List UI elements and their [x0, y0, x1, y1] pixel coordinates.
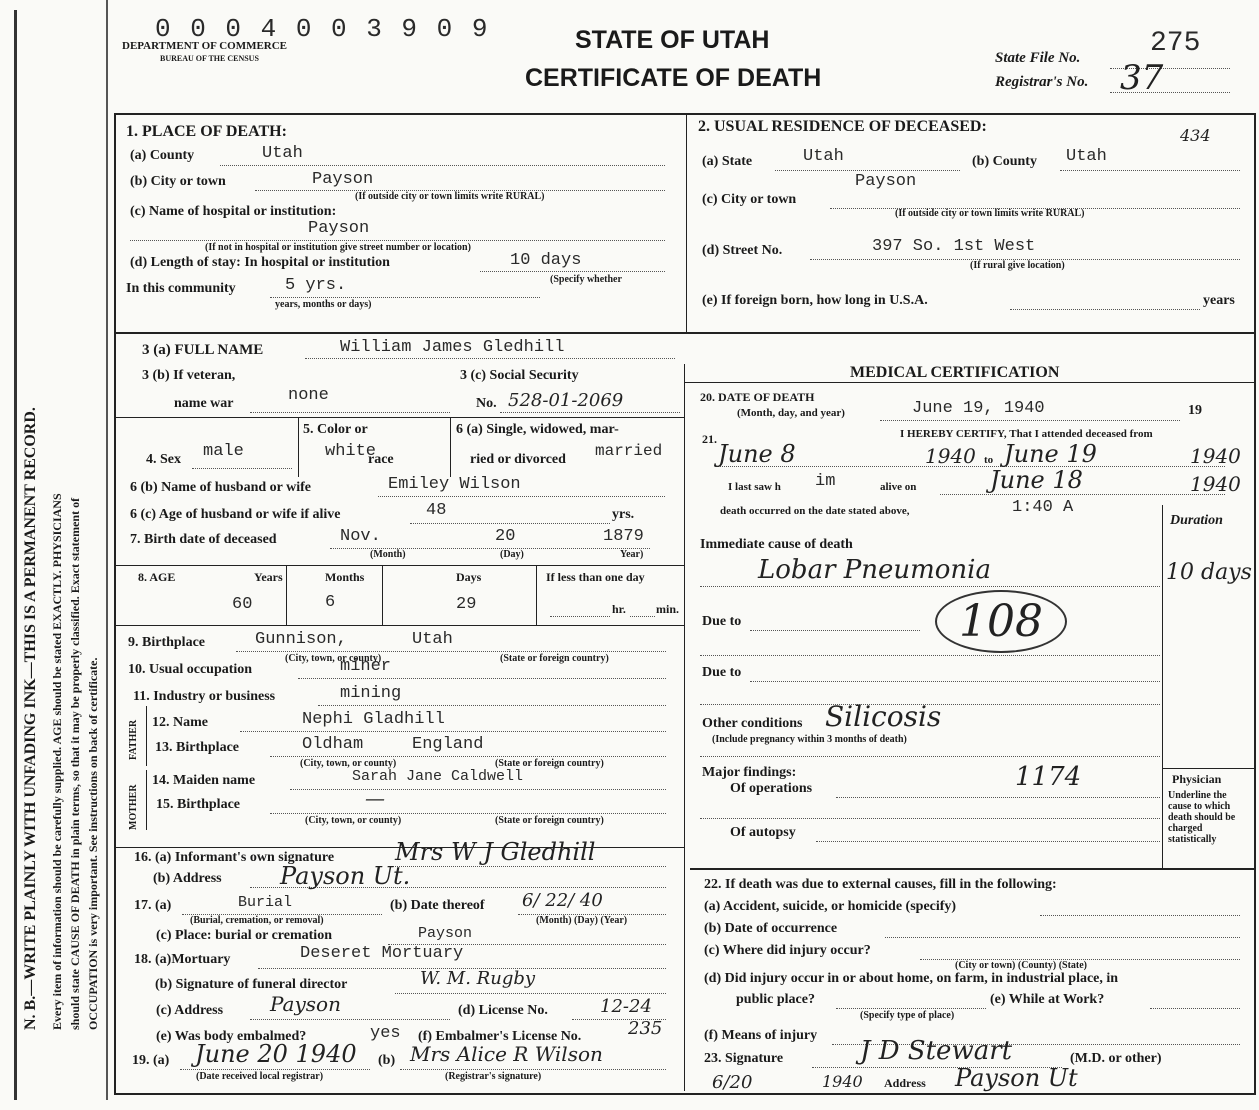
attended-from-year: 1940	[925, 444, 976, 468]
medical-heading: MEDICAL CERTIFICATION	[850, 364, 1060, 381]
certify-number: 21.	[702, 432, 717, 446]
race-label: race	[368, 452, 394, 467]
due-to-label-2: Due to	[702, 665, 742, 680]
marital-label-2: ried or divorced	[470, 452, 566, 467]
hospital-label: (c) Name of hospital or institution:	[130, 204, 337, 219]
birthplace-state-value: Utah	[412, 630, 453, 649]
informant-address: Payson Ut.	[280, 862, 411, 890]
father-name-label: 12. Name	[152, 715, 208, 730]
father-birthplace-country: England	[412, 735, 484, 754]
sex-value: male	[203, 442, 244, 461]
birth-month-note: (Month)	[370, 549, 406, 560]
external-e-label: (e) While at Work?	[990, 992, 1105, 1007]
community-value: 5 yrs.	[285, 276, 347, 295]
immediate-cause-duration: 10 days	[1166, 560, 1252, 585]
mother-side-label: MOTHER	[128, 784, 139, 830]
residence-city-label: (c) City or town	[702, 192, 797, 207]
full-name-label: 3 (a) FULL NAME	[142, 342, 264, 358]
external-b-label: (b) Date of occurrence	[704, 921, 838, 936]
certificate-title: CERTIFICATE OF DEATH	[525, 64, 822, 92]
spouse-age-value: 48	[426, 501, 447, 520]
embalmer-license-label: (f) Embalmer's License No.	[418, 1029, 582, 1044]
spouse-age-label: 6 (c) Age of husband or wife if alive	[130, 507, 341, 522]
death-city-note: (If outside city or town limits write RURAL)	[355, 191, 545, 202]
external-c-label: (c) Where did injury occur?	[704, 943, 871, 958]
informant-signature: Mrs W J Gledhill	[395, 838, 596, 866]
external-c-note: (City or town) (County) (State)	[955, 960, 1088, 971]
cause-code-circle: 108	[935, 590, 1067, 653]
birthplace-city-note: (City, town, or county)	[285, 653, 382, 664]
disposal-value: Burial	[238, 894, 293, 911]
occupation-label: 10. Usual occupation	[128, 662, 253, 677]
informant-signature-label: 16. (a) Informant's own signature	[134, 850, 335, 865]
external-d-label-2: public place?	[736, 992, 815, 1007]
residence-street-note: (If rural give location)	[970, 260, 1065, 271]
mortuary-label: 18. (a)Mortuary	[134, 952, 231, 967]
hospital-value: Payson	[308, 219, 370, 238]
director-address-label: (c) Address	[156, 1003, 224, 1018]
external-d-label: (d) Did injury occur in or about home, on farm, in industrial place, in	[704, 971, 1119, 986]
alive-on-year: 1940	[1190, 472, 1241, 496]
birth-month-value: Nov.	[340, 527, 381, 546]
mother-name-value: Sarah Jane Caldwell	[352, 768, 524, 785]
certificate-serial: 0 0 0 4 0 0 3 9 0 9	[155, 14, 490, 44]
last-saw-value: im	[815, 472, 836, 491]
operations-label: Of operations	[730, 781, 813, 796]
father-city-note: (City, town, or county)	[300, 758, 397, 769]
industry-value: mining	[340, 684, 402, 703]
side-instruction-2: Every item of information should be carefully supplied. AGE should be stated EXACTLY. PHYSICIANS	[50, 493, 64, 1030]
burial-place-value: Payson	[418, 925, 473, 942]
age-label: 8. AGE	[138, 570, 176, 584]
attended-to-label: to	[984, 454, 994, 466]
birth-year-note: Year)	[620, 549, 644, 560]
death-time-value: 1:40 A	[1012, 498, 1074, 517]
industry-label: 11. Industry or business	[133, 689, 276, 704]
war-value: none	[288, 386, 329, 405]
received-date-label: 19. (a)	[132, 1053, 170, 1068]
father-side-label: FATHER	[128, 719, 139, 760]
registrar-number-label: Registrar's No.	[995, 74, 1089, 90]
residence-heading: 2. USUAL RESIDENCE OF DECEASED:	[698, 118, 987, 135]
mother-birthplace-label: 15. Birthplace	[156, 797, 240, 812]
other-condition-label: Other conditions	[702, 716, 803, 731]
disposal-note: (Burial, cremation, or removal)	[190, 915, 324, 926]
burial-place-label: (c) Place: burial or cremation	[156, 928, 332, 943]
certify-text: I HEREBY CERTIFY, That I attended deceased from	[900, 428, 1153, 440]
birthplace-city-value: Gunnison,	[255, 630, 347, 649]
immediate-cause-label: Immediate cause of death	[700, 537, 853, 552]
war-label: name war	[174, 396, 234, 411]
physician-signature: J D Stewart	[860, 1036, 1013, 1066]
foreign-born-label: (e) If foreign born, how long in U.S.A.	[702, 293, 928, 308]
external-a-label: (a) Accident, suicide, or homicide (specify)	[704, 899, 957, 914]
residence-street-label: (d) Street No.	[702, 243, 783, 258]
residence-state-value: Utah	[803, 147, 844, 166]
state-title: STATE OF UTAH	[575, 26, 770, 54]
department-label: DEPARTMENT OF COMMERCE	[122, 40, 288, 52]
age-hours-label: hr.	[612, 602, 626, 616]
spouse-value: Emiley Wilson	[388, 475, 521, 494]
external-f-label: (f) Means of injury	[704, 1028, 818, 1043]
registrar-signature-label: (b)	[378, 1053, 396, 1068]
hospital-note: (If not in hospital or institution give street number or location)	[205, 242, 471, 253]
state-file-number: 275	[1150, 28, 1201, 59]
veteran-label: 3 (b) If veteran,	[142, 368, 236, 383]
autopsy-label: Of autopsy	[730, 825, 796, 840]
informant-address-label: (b) Address	[153, 871, 222, 886]
residence-city-value: Payson	[855, 172, 917, 191]
physician-signature-label: 23. Signature	[704, 1051, 784, 1066]
duration-label: Duration	[1170, 513, 1223, 528]
age-months-value: 6	[325, 593, 336, 612]
residence-county-label: (b) County	[972, 154, 1037, 169]
residence-state-label: (a) State	[702, 154, 753, 169]
age-days-value: 29	[456, 595, 477, 614]
registrar-number: 37	[1120, 58, 1164, 98]
major-findings-label: Major findings:	[702, 765, 797, 780]
spouse-label: 6 (b) Name of husband or wife	[130, 480, 311, 495]
community-note: years, months or days)	[275, 299, 372, 310]
birth-day-note: (Day)	[500, 549, 524, 560]
physician-note: Underline the cause to which death should be charged statistically	[1168, 790, 1236, 845]
spouse-age-unit: yrs.	[612, 507, 635, 522]
alive-on-date: June 18	[990, 466, 1083, 494]
date-of-death-sublabel: (Month, day, and year)	[737, 407, 845, 419]
social-security-no-label: No.	[476, 396, 497, 411]
mother-state-note: (State or foreign country)	[495, 815, 604, 826]
attended-to-year: 1940	[1190, 444, 1241, 468]
signature-year: 1940	[822, 1072, 863, 1091]
birth-day-value: 20	[495, 527, 516, 546]
age-months-label: Months	[325, 570, 365, 584]
residence-street-value: 397 So. 1st West	[872, 237, 1036, 256]
age-less-day-label: If less than one day	[546, 570, 645, 584]
physician-suffix: (M.D. or other)	[1070, 1051, 1162, 1066]
death-time-label: death occurred on the date stated above,	[720, 505, 910, 517]
father-birthplace-city: Oldham	[302, 735, 364, 754]
birth-date-label: 7. Birth date of deceased	[130, 532, 277, 547]
death-city-value: Payson	[312, 170, 374, 189]
embalmed-value: yes	[370, 1024, 401, 1043]
attended-to-date: June 19	[1004, 440, 1097, 468]
social-security-value: 528-01-2069	[508, 390, 624, 411]
death-county-label: (a) County	[130, 148, 195, 163]
disposal-date-note: (Month) (Day) (Year)	[536, 915, 628, 926]
mortuary-value: Deseret Mortuary	[300, 944, 464, 963]
foreign-born-unit: years	[1203, 293, 1235, 308]
side-instruction-1: N. B.—WRITE PLAINLY WITH UNFADING INK—THIS IS A PERMANENT RECORD.	[22, 407, 39, 1030]
registrar-signature: Mrs Alice R Wilson	[410, 1042, 603, 1066]
received-date-note: (Date received local registrar)	[196, 1071, 324, 1082]
registrar-signature-note: (Registrar's signature)	[445, 1071, 542, 1082]
full-name-value: William James Gledhill	[340, 338, 565, 357]
father-state-note: (State or foreign country)	[495, 758, 604, 769]
external-causes-label: 22. If death was due to external causes, fill in the following:	[704, 877, 1057, 892]
birthplace-state-note: (State or foreign country)	[500, 653, 609, 664]
marital-label-1: 6 (a) Single, widowed, mar-	[456, 422, 619, 437]
mother-birthplace-value: —	[365, 786, 385, 810]
social-security-label: 3 (c) Social Security	[460, 368, 579, 383]
date-of-death-tail: 19	[1188, 403, 1202, 418]
age-days-label: Days	[456, 570, 482, 584]
due-to-label-1: Due to	[702, 614, 742, 629]
disposal-date-value: 6/ 22/ 40	[522, 890, 603, 911]
external-d-note: (Specify type of place)	[860, 1010, 955, 1021]
bureau-label: BUREAU OF THE CENSUS	[160, 54, 259, 63]
operations-code: 1174	[1015, 762, 1082, 792]
disposal-label: 17. (a)	[134, 898, 172, 913]
occupation-value: miner	[340, 657, 392, 676]
license-value: 12-24	[600, 996, 652, 1017]
license-label: (d) License No.	[458, 1003, 548, 1018]
community-label: In this community	[126, 281, 236, 296]
father-birthplace-label: 13. Birthplace	[155, 740, 239, 755]
age-minutes-label: min.	[656, 602, 680, 616]
stay-label: (d) Length of stay: In hospital or institution	[130, 255, 390, 270]
age-years-value: 60	[232, 595, 253, 614]
residence-corner-number: 434	[1180, 126, 1211, 145]
signature-date: 6/20	[712, 1072, 753, 1093]
state-file-label: State File No.	[995, 50, 1081, 66]
embalmer-license-value: 235	[628, 1018, 663, 1039]
other-condition-value: Silicosis	[825, 700, 942, 733]
funeral-director-label: (b) Signature of funeral director	[155, 977, 348, 992]
date-of-death-label: 20. DATE OF DEATH	[700, 390, 815, 404]
signature-address-label: Address	[884, 1076, 926, 1090]
side-instruction-3: should state CAUSE OF DEATH in plain terms, so that it may be properly classified. Exact statement of	[68, 497, 82, 1030]
father-name-value: Nephi Gladhill	[302, 710, 445, 729]
immediate-cause-value: Lobar Pneumonia	[758, 555, 991, 585]
alive-on-label: alive on	[880, 481, 917, 493]
side-instruction-4: OCCUPATION is very important. See instructions on back of certificate.	[86, 657, 100, 1030]
received-date-value: June 20 1940	[195, 1040, 357, 1068]
disposal-date-label: (b) Date thereof	[390, 898, 485, 913]
embalmed-label: (e) Was body embalmed?	[156, 1029, 307, 1044]
date-of-death-value: June 19, 1940	[912, 399, 1045, 418]
marital-value: married	[595, 442, 663, 460]
birthplace-label: 9. Birthplace	[128, 635, 205, 650]
residence-county-value: Utah	[1066, 147, 1107, 166]
place-of-death-heading: 1. PLACE OF DEATH:	[126, 123, 287, 140]
color-label: 5. Color or	[303, 422, 368, 437]
birth-year-value: 1879	[603, 527, 644, 546]
other-condition-note: (Include pregnancy within 3 months of death)	[712, 734, 907, 745]
funeral-director-signature: W. M. Rugby	[420, 968, 536, 989]
director-address-value: Payson	[270, 992, 341, 1016]
sex-label: 4. Sex	[146, 452, 181, 467]
residence-city-note: (If outside city or town limits write RURAL)	[895, 208, 1085, 219]
death-county-value: Utah	[262, 144, 303, 163]
death-city-label: (b) City or town	[130, 174, 226, 189]
attended-from-date: June 8	[718, 440, 796, 468]
last-saw-label: I last saw h	[728, 481, 781, 493]
stay-value: 10 days	[510, 251, 582, 270]
mother-city-note: (City, town, or county)	[305, 815, 402, 826]
physician-heading: Physician	[1172, 772, 1222, 786]
signature-address: Payson Ut	[955, 1064, 1078, 1092]
age-years-label: Years	[254, 570, 283, 584]
mother-name-label: 14. Maiden name	[152, 773, 256, 788]
specify-note: (Specify whether	[550, 274, 622, 285]
color-value: white	[325, 442, 377, 461]
